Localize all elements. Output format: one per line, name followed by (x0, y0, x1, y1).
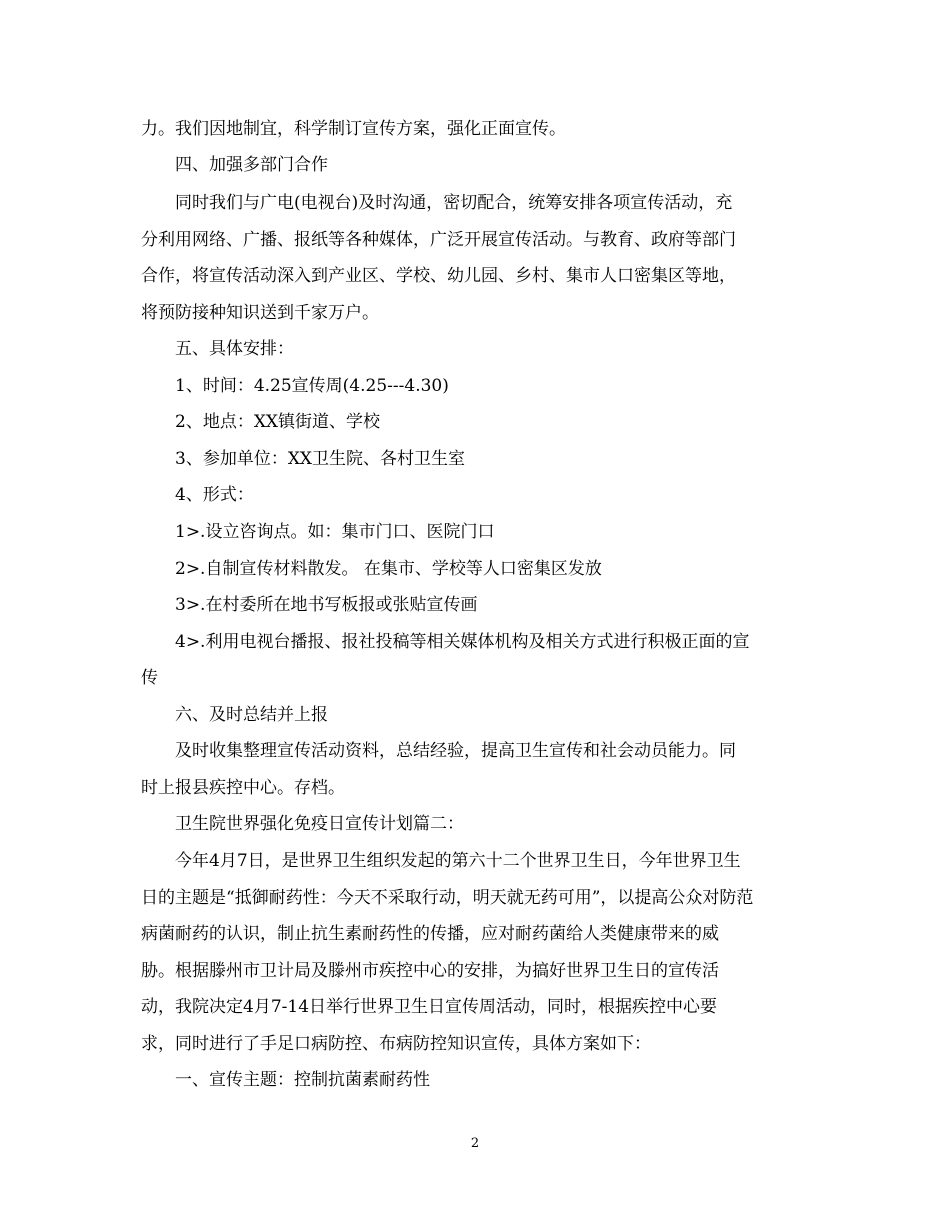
text-line: 动，我院决定4月7-14日举行世界卫生日宣传周活动，同时，根据疾控中心要 (141, 997, 718, 1017)
text-line: 传 (141, 668, 158, 688)
text-line: 胁。根据滕州市卫计局及滕州市疾控中心的安排，为搞好世界卫生日的宣传活 (141, 961, 719, 981)
text-line: 病菌耐药的认识，制止抗生素耐药性的传播，应对耐药菌给人类健康带来的威 (141, 924, 719, 944)
text-line: 合作，将宣传活动深入到产业区、学校、幼儿园、乡村、集市人口密集区等地， (141, 266, 736, 286)
text-line: 日的主题是“抵御耐药性：今天不采取行动，明天就无药可用”，以提高公众对防范 (141, 888, 754, 908)
list-item: 4、形式： (175, 485, 254, 505)
sub-list-item: 1>.设立咨询点。如：集市门口、医院门口 (175, 522, 495, 542)
section-heading: 五、具体安排： (175, 339, 294, 359)
section-heading: 四、加强多部门合作 (175, 155, 328, 175)
text-line: 将预防接种知识送到千家万户。 (141, 303, 379, 323)
sub-list-item: 2>.自制宣传材料散发。 在集市、学校等人口密集区发放 (175, 559, 602, 579)
text-line: 求，同时进行了手足口病防控、布病防控知识宣传，具体方案如下： (141, 1034, 651, 1054)
list-item: 2、地点：XX镇街道、学校 (175, 412, 381, 432)
text-line: 同时我们与广电(电视台)及时沟通，密切配合，统筹安排各项宣传活动，充 (175, 193, 733, 213)
page-number: 2 (470, 1136, 480, 1151)
section-heading: 六、及时总结并上报 (175, 705, 328, 725)
section-heading: 一、宣传主题：控制抗菌素耐药性 (175, 1070, 430, 1090)
text-line: 力。我们因地制宜，科学制订宣传方案，强化正面宣传。 (141, 119, 566, 139)
list-item: 1、时间：4.25宣传周(4.25---4.30) (175, 376, 449, 396)
sub-list-item: 3>.在村委所在地书写板报或张贴宣传画 (175, 595, 478, 615)
text-line: 及时收集整理宣传活动资料，总结经验，提高卫生宣传和社会动员能力。同 (175, 741, 736, 761)
text-line: 今年4月7日，是世界卫生组织发起的第六十二个世界卫生日，今年世界卫生 (175, 851, 741, 871)
text-line: 时上报县疾控中心。存档。 (141, 778, 345, 798)
article-title: 卫生院世界强化免疫日宣传计划篇二： (175, 814, 464, 834)
list-item: 3、参加单位：XX卫生院、各村卫生室 (175, 449, 466, 469)
text-line: 分利用网络、广播、报纸等各种媒体，广泛开展宣传活动。与教育、政府等部门 (141, 230, 736, 250)
sub-list-item: 4>.利用电视台播报、报社投稿等相关媒体机构及相关方式进行积极正面的宣 (175, 632, 750, 652)
